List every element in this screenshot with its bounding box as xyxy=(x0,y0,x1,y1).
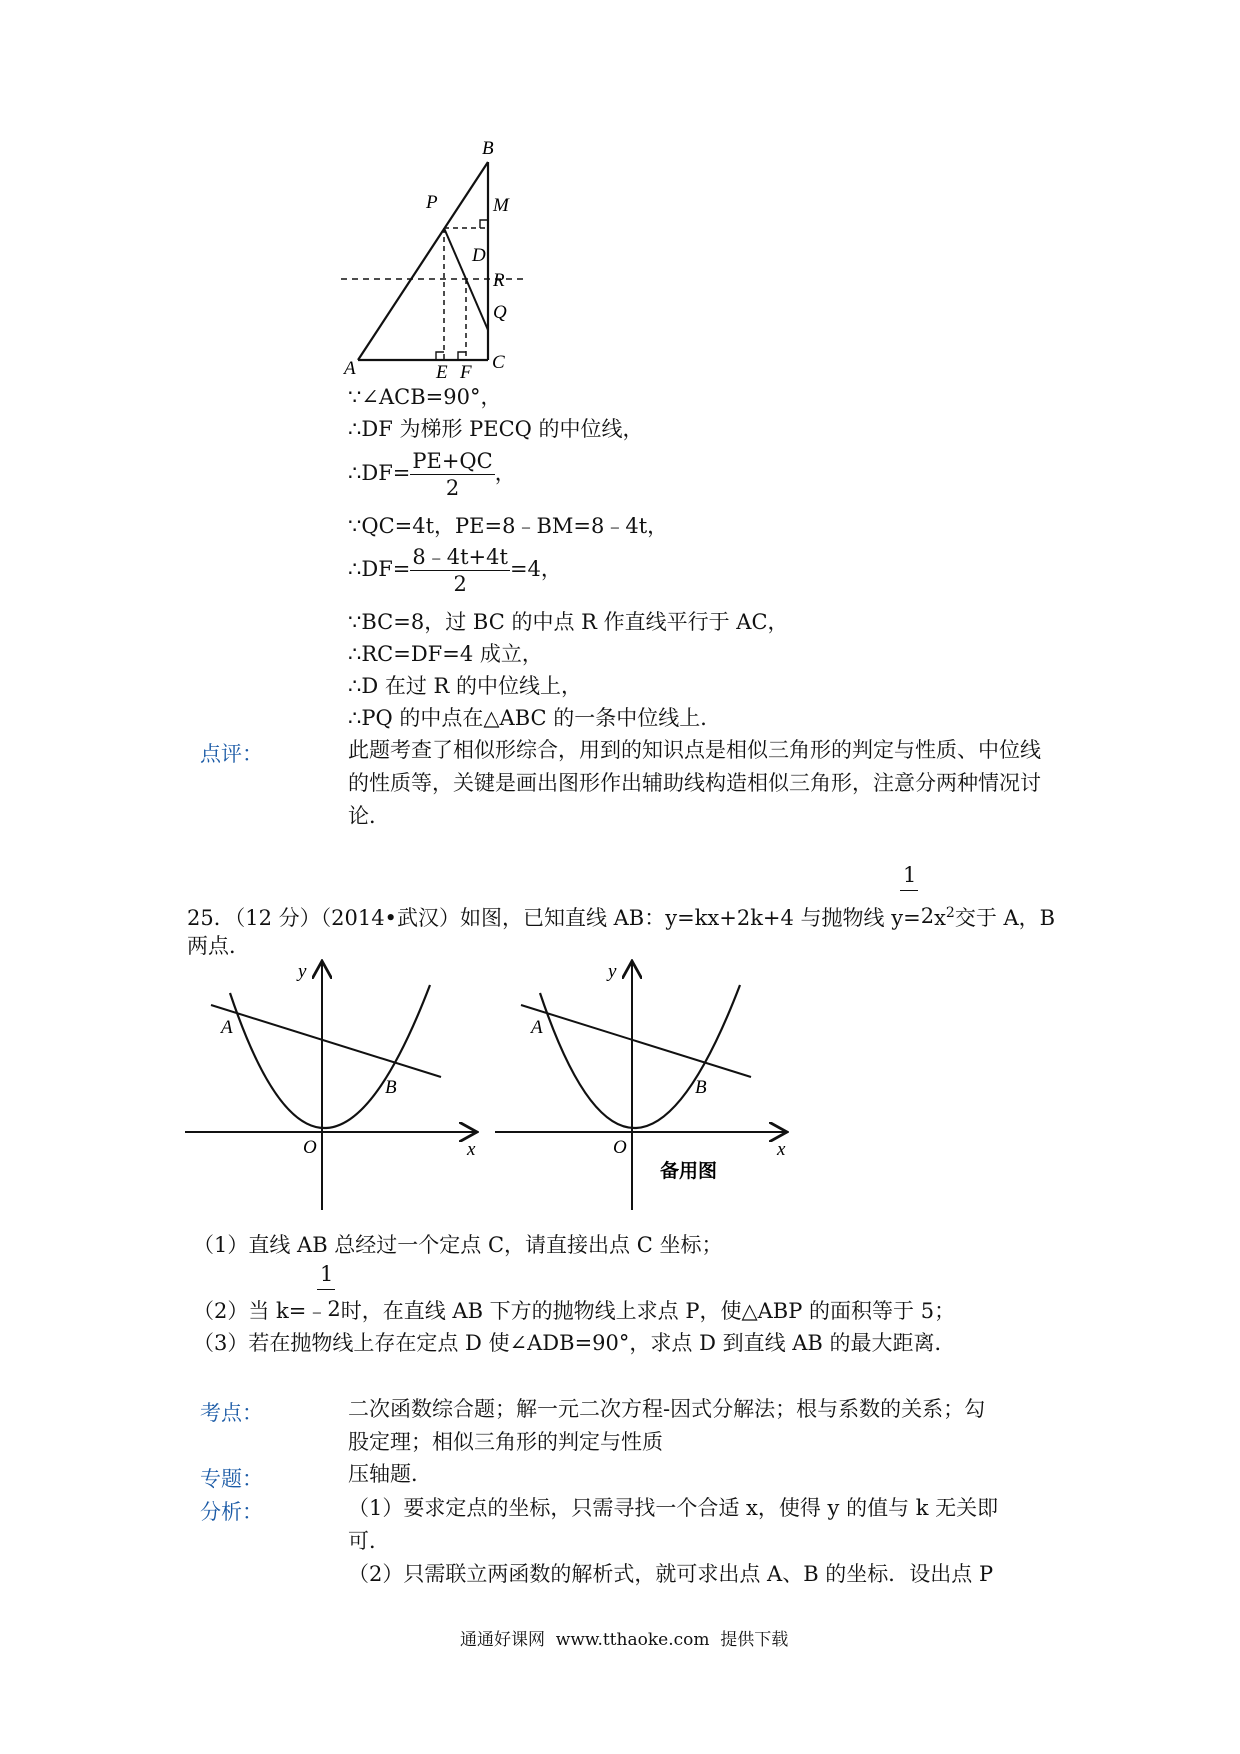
graph-main xyxy=(185,955,485,1210)
label-y: y xyxy=(298,961,307,982)
proof-line-6: ∵BC=8，过 BC 的中点 R 作直线平行于 AC， xyxy=(348,610,789,634)
label-A: A xyxy=(531,1017,543,1038)
zhuanti-label: 专题： xyxy=(200,1467,263,1491)
triangle-figure xyxy=(340,140,550,380)
proof-line-8: ∴D 在过 R 的中位线上， xyxy=(348,674,583,698)
label-B: B xyxy=(385,1077,397,1098)
fenxi-label: 分析： xyxy=(200,1500,263,1524)
review-label: 点评： xyxy=(200,742,263,766)
review-text: 此题考查了相似形综合，用到的知识点是相似三角形的判定与性质、中位线 的性质等，关键是画出图形作出辅助线构造相似三角形，注意分两种情况讨 论． xyxy=(348,738,1041,828)
label-B: B xyxy=(695,1077,707,1098)
label-O: O xyxy=(613,1137,627,1158)
question-2-frac-num: 1 xyxy=(320,1262,334,1286)
right-angle-E xyxy=(436,352,444,360)
zhuanti-text: 压轴题． xyxy=(348,1462,432,1486)
right-angle-F xyxy=(458,352,466,360)
label-y: y xyxy=(608,961,617,982)
problem25-header: 25．（12 分）（2014•武汉）如图，已知直线 AB：y=kx+2k+4 与抛物线 $y=2x^2$交于 A，B xyxy=(187,904,1056,930)
label-F: F xyxy=(460,362,472,380)
graph-caption: 备用图 xyxy=(660,1160,718,1182)
question-3: （3）若在抛物线上存在定点 D 使∠ADB=90°，求点 D 到直线 AB 的最大距离． xyxy=(193,1331,956,1355)
label-P: P xyxy=(426,192,438,213)
parabola xyxy=(230,985,430,1128)
question-2-frac-bar xyxy=(317,1289,335,1290)
problem25-frac-num: 1 xyxy=(903,863,917,887)
label-x: x xyxy=(777,1139,786,1160)
label-x: x xyxy=(467,1139,476,1160)
question-2: （2）当 k=﹣2时，在直线 AB 下方的抛物线上求点 P，使△ABP 的面积等于 5； xyxy=(193,1297,956,1323)
label-O: O xyxy=(303,1137,317,1158)
page-footer: 通通好课网 www.tthaoke.com 提供下载 xyxy=(460,1630,789,1650)
label-C: C xyxy=(492,352,505,373)
side-AB xyxy=(358,162,488,360)
label-B: B xyxy=(482,140,494,159)
label-A: A xyxy=(221,1017,233,1038)
label-A: A xyxy=(344,358,356,379)
fraction-DF1: $\frac{PE+QC}{2}$ xyxy=(412,449,493,500)
proof-line-1: ∵∠ACB=90°， xyxy=(348,385,502,409)
problem25-header-line2: 两点． xyxy=(187,934,250,958)
question-1: （1）直线 AB 总经过一个定点 C，请直接出点 C 坐标； xyxy=(193,1233,723,1257)
graph-backup xyxy=(495,955,795,1210)
proof-line-5: ∴DF= $\frac{8﹣4t+4t}{2}$ =4， xyxy=(348,545,562,596)
right-angle-M xyxy=(480,220,488,228)
proof-line-2: ∴DF 为梯形 PECQ 的中位线， xyxy=(348,417,644,441)
proof-line-4: ∵QC=4t，PE=8﹣BM=8﹣4t， xyxy=(348,514,669,538)
kaodian-text: 二次函数综合题；解一元二次方程-因式分解法；根与系数的关系；勾 股定理；相似三角形的判定与性质 xyxy=(348,1397,986,1454)
fraction-DF2: $\frac{8﹣4t+4t}{2}$ xyxy=(412,545,508,596)
label-E: E xyxy=(436,362,448,380)
proof-line-9: ∴PQ 的中点在△ABC 的一条中位线上． xyxy=(348,706,722,730)
label-Q: Q xyxy=(493,302,507,323)
kaodian-label: 考点： xyxy=(200,1401,263,1425)
proof-line-7: ∴RC=DF=4 成立， xyxy=(348,642,543,666)
fenxi-text: （1）要求定点的坐标，只需寻找一个合适 x，使得 y 的值与 k 无关即 可． （2）只需联立两函数的解析式，就可求出点 A、B 的坐标．设出点 P xyxy=(348,1496,999,1586)
parabola xyxy=(540,985,740,1128)
label-D: D xyxy=(472,245,486,266)
label-R: R xyxy=(493,270,505,291)
label-M: M xyxy=(493,195,509,216)
proof-line-3: ∴DF= $\frac{PE+QC}{2}$ ， xyxy=(348,449,516,500)
problem25-frac-bar xyxy=(900,890,918,891)
